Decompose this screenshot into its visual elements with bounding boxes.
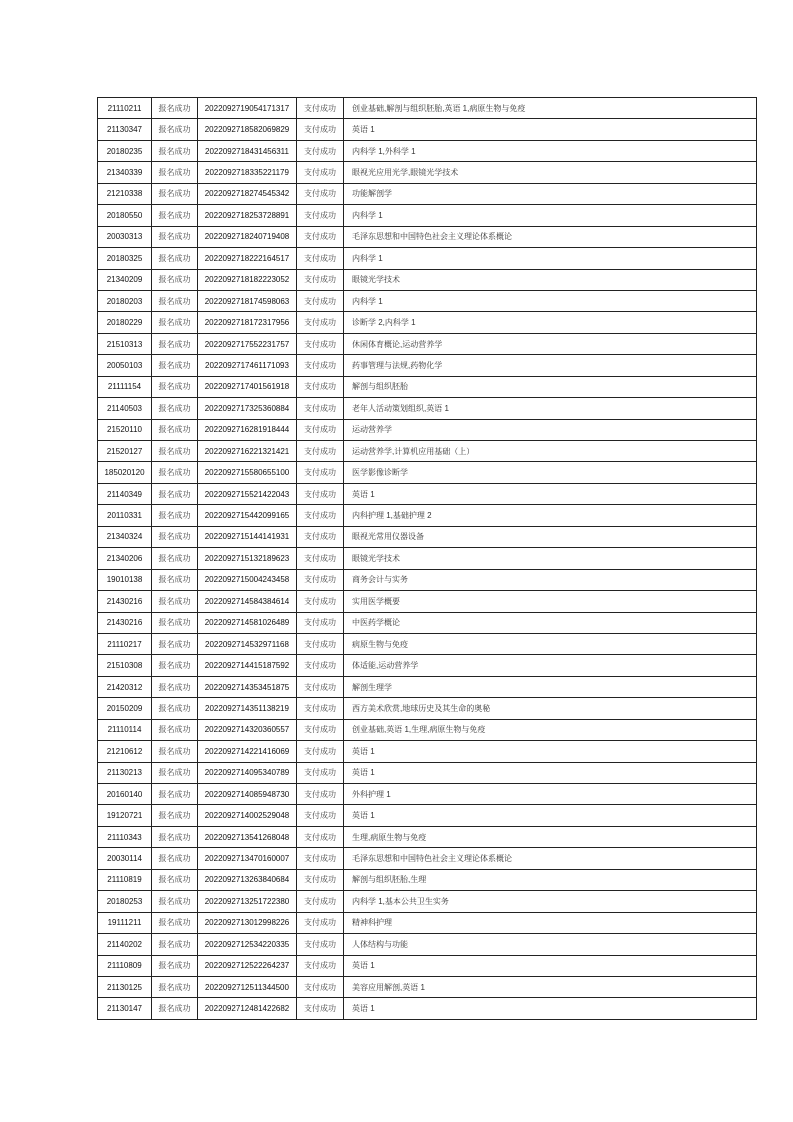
student-id-cell: 21110819 — [98, 869, 152, 890]
student-id-cell: 20180203 — [98, 290, 152, 311]
registration-status-cell: 报名成功 — [152, 741, 198, 762]
student-id-cell: 21130213 — [98, 762, 152, 783]
order-number-cell: 2022092718274545342 — [198, 183, 297, 204]
student-id-cell: 21110343 — [98, 826, 152, 847]
order-number-cell: 2022092714002529048 — [198, 805, 297, 826]
courses-cell: 病原生物与免疫 — [344, 633, 757, 654]
order-number-cell: 2022092714085948730 — [198, 784, 297, 805]
table-row — [98, 548, 757, 569]
payment-status-cell: 支付成功 — [297, 355, 344, 376]
payment-status-cell: 支付成功 — [297, 784, 344, 805]
table-row — [98, 355, 757, 376]
registration-status-cell: 报名成功 — [152, 419, 198, 440]
table-row — [98, 976, 757, 997]
table-row — [98, 505, 757, 526]
student-id-cell: 19120721 — [98, 805, 152, 826]
courses-cell: 内科学 1,外科学 1 — [344, 140, 757, 161]
table-row — [98, 162, 757, 183]
payment-status-cell: 支付成功 — [297, 848, 344, 869]
registration-status-cell: 报名成功 — [152, 183, 198, 204]
courses-cell: 眼视光应用光学,眼镜光学技术 — [344, 162, 757, 183]
table-row — [98, 269, 757, 290]
student-id-cell: 20160140 — [98, 784, 152, 805]
table-row — [98, 333, 757, 354]
table-row — [98, 376, 757, 397]
payment-status-cell: 支付成功 — [297, 591, 344, 612]
order-number-cell: 2022092713470160007 — [198, 848, 297, 869]
payment-status-cell: 支付成功 — [297, 826, 344, 847]
student-id-cell: 21520127 — [98, 441, 152, 462]
registration-status-cell: 报名成功 — [152, 548, 198, 569]
registration-status-cell: 报名成功 — [152, 398, 198, 419]
table-row — [98, 98, 757, 119]
payment-status-cell: 支付成功 — [297, 333, 344, 354]
payment-status-cell: 支付成功 — [297, 269, 344, 290]
student-id-cell: 20030313 — [98, 226, 152, 247]
payment-status-cell: 支付成功 — [297, 419, 344, 440]
registration-status-cell: 报名成功 — [152, 119, 198, 140]
registration-status-cell: 报名成功 — [152, 676, 198, 697]
order-number-cell: 2022092717461171093 — [198, 355, 297, 376]
courses-cell: 内科护理 1,基础护理 2 — [344, 505, 757, 526]
table-row — [98, 784, 757, 805]
payment-status-cell: 支付成功 — [297, 869, 344, 890]
payment-status-cell: 支付成功 — [297, 805, 344, 826]
registration-status-cell: 报名成功 — [152, 591, 198, 612]
table-row — [98, 569, 757, 590]
courses-cell: 英语 1 — [344, 762, 757, 783]
courses-cell: 毛泽东思想和中国特色社会主义理论体系概论 — [344, 226, 757, 247]
courses-cell: 西方美术欣赏,地球历史及其生命的奥秘 — [344, 698, 757, 719]
student-id-cell: 20110331 — [98, 505, 152, 526]
order-number-cell: 2022092712481422682 — [198, 998, 297, 1019]
registration-status-cell: 报名成功 — [152, 376, 198, 397]
payment-status-cell: 支付成功 — [297, 462, 344, 483]
registration-status-cell: 报名成功 — [152, 483, 198, 504]
payment-status-cell: 支付成功 — [297, 290, 344, 311]
registration-status-cell: 报名成功 — [152, 162, 198, 183]
registration-table — [97, 97, 757, 1020]
table-row — [98, 805, 757, 826]
order-number-cell: 2022092717552231757 — [198, 333, 297, 354]
student-id-cell: 21340209 — [98, 269, 152, 290]
registration-status-cell: 报名成功 — [152, 612, 198, 633]
table-row — [98, 633, 757, 654]
payment-status-cell: 支付成功 — [297, 505, 344, 526]
order-number-cell: 2022092714532971168 — [198, 633, 297, 654]
registration-status-cell: 报名成功 — [152, 333, 198, 354]
registration-status-cell: 报名成功 — [152, 955, 198, 976]
table-row — [98, 591, 757, 612]
student-id-cell: 21110809 — [98, 955, 152, 976]
courses-cell: 人体结构与功能 — [344, 934, 757, 955]
table-row — [98, 676, 757, 697]
student-id-cell: 21210612 — [98, 741, 152, 762]
registration-status-cell: 报名成功 — [152, 698, 198, 719]
table-row — [98, 290, 757, 311]
courses-cell: 精神科护理 — [344, 912, 757, 933]
order-number-cell: 2022092714221416069 — [198, 741, 297, 762]
registration-status-cell: 报名成功 — [152, 719, 198, 740]
student-id-cell: 21110211 — [98, 98, 152, 119]
table-row — [98, 183, 757, 204]
courses-cell: 功能解剖学 — [344, 183, 757, 204]
registration-status-cell: 报名成功 — [152, 569, 198, 590]
table-row — [98, 119, 757, 140]
courses-cell: 内科学 1 — [344, 290, 757, 311]
student-id-cell: 20180235 — [98, 140, 152, 161]
order-number-cell: 2022092718174598063 — [198, 290, 297, 311]
payment-status-cell: 支付成功 — [297, 140, 344, 161]
courses-cell: 英语 1 — [344, 483, 757, 504]
courses-cell: 内科学 1,基本公共卫生实务 — [344, 891, 757, 912]
payment-status-cell: 支付成功 — [297, 698, 344, 719]
table-row — [98, 698, 757, 719]
courses-cell: 中医药学概论 — [344, 612, 757, 633]
courses-cell: 英语 1 — [344, 119, 757, 140]
order-number-cell: 2022092718182223052 — [198, 269, 297, 290]
order-number-cell: 2022092719054171317 — [198, 98, 297, 119]
table-row — [98, 462, 757, 483]
courses-cell: 英语 1 — [344, 805, 757, 826]
payment-status-cell: 支付成功 — [297, 162, 344, 183]
order-number-cell: 2022092718582069829 — [198, 119, 297, 140]
registration-status-cell: 报名成功 — [152, 355, 198, 376]
order-number-cell: 2022092714351138219 — [198, 698, 297, 719]
student-id-cell: 21520110 — [98, 419, 152, 440]
courses-cell: 运动营养学,计算机应用基础（上） — [344, 441, 757, 462]
table-row — [98, 719, 757, 740]
order-number-cell: 2022092715144141931 — [198, 526, 297, 547]
table-row — [98, 226, 757, 247]
courses-cell: 实用医学概要 — [344, 591, 757, 612]
registration-status-cell: 报名成功 — [152, 655, 198, 676]
student-id-cell: 21510308 — [98, 655, 152, 676]
registration-status-cell: 报名成功 — [152, 891, 198, 912]
student-id-cell: 185020120 — [98, 462, 152, 483]
payment-status-cell: 支付成功 — [297, 483, 344, 504]
table-row — [98, 248, 757, 269]
student-id-cell: 21110114 — [98, 719, 152, 740]
table-row — [98, 441, 757, 462]
registration-status-cell: 报名成功 — [152, 869, 198, 890]
courses-cell: 英语 1 — [344, 741, 757, 762]
order-number-cell: 2022092716221321421 — [198, 441, 297, 462]
order-number-cell: 2022092718431456311 — [198, 140, 297, 161]
registration-status-cell: 报名成功 — [152, 934, 198, 955]
registration-status-cell: 报名成功 — [152, 269, 198, 290]
student-id-cell: 21340339 — [98, 162, 152, 183]
courses-cell: 创业基础,英语 1,生理,病原生物与免疫 — [344, 719, 757, 740]
payment-status-cell: 支付成功 — [297, 441, 344, 462]
student-id-cell: 21430216 — [98, 591, 152, 612]
table-row — [98, 912, 757, 933]
order-number-cell: 2022092718335221179 — [198, 162, 297, 183]
order-number-cell: 2022092716281918444 — [198, 419, 297, 440]
student-id-cell: 20050103 — [98, 355, 152, 376]
order-number-cell: 2022092713012998226 — [198, 912, 297, 933]
table-row — [98, 869, 757, 890]
order-number-cell: 2022092717325360884 — [198, 398, 297, 419]
student-id-cell: 20150209 — [98, 698, 152, 719]
courses-cell: 医学影像诊断学 — [344, 462, 757, 483]
courses-cell: 眼镜光学技术 — [344, 269, 757, 290]
table-row — [98, 655, 757, 676]
courses-cell: 内科学 1 — [344, 205, 757, 226]
order-number-cell: 2022092714095340789 — [198, 762, 297, 783]
order-number-cell: 2022092714415187592 — [198, 655, 297, 676]
student-id-cell: 21510313 — [98, 333, 152, 354]
registration-status-cell: 报名成功 — [152, 848, 198, 869]
courses-cell: 英语 1 — [344, 955, 757, 976]
payment-status-cell: 支付成功 — [297, 569, 344, 590]
registration-status-cell: 报名成功 — [152, 526, 198, 547]
order-number-cell: 2022092718172317956 — [198, 312, 297, 333]
payment-status-cell: 支付成功 — [297, 205, 344, 226]
table-row — [98, 205, 757, 226]
registration-status-cell: 报名成功 — [152, 290, 198, 311]
courses-cell: 运动营养学 — [344, 419, 757, 440]
registration-status-cell: 报名成功 — [152, 762, 198, 783]
order-number-cell: 2022092715442099165 — [198, 505, 297, 526]
table-row — [98, 612, 757, 633]
table-row — [98, 526, 757, 547]
table-row — [98, 741, 757, 762]
table-row — [98, 998, 757, 1019]
order-number-cell: 2022092718222164517 — [198, 248, 297, 269]
order-number-cell: 2022092713263840684 — [198, 869, 297, 890]
student-id-cell: 21340324 — [98, 526, 152, 547]
table-row — [98, 419, 757, 440]
registration-status-cell: 报名成功 — [152, 805, 198, 826]
courses-cell: 药事管理与法规,药物化学 — [344, 355, 757, 376]
payment-status-cell: 支付成功 — [297, 998, 344, 1019]
payment-status-cell: 支付成功 — [297, 183, 344, 204]
table-row — [98, 312, 757, 333]
student-id-cell: 21130125 — [98, 976, 152, 997]
payment-status-cell: 支付成功 — [297, 912, 344, 933]
student-id-cell: 21340206 — [98, 548, 152, 569]
order-number-cell: 2022092713541268048 — [198, 826, 297, 847]
student-id-cell: 21140349 — [98, 483, 152, 504]
payment-status-cell: 支付成功 — [297, 676, 344, 697]
student-id-cell: 21130147 — [98, 998, 152, 1019]
order-number-cell: 2022092712522264237 — [198, 955, 297, 976]
student-id-cell: 21140503 — [98, 398, 152, 419]
payment-status-cell: 支付成功 — [297, 976, 344, 997]
table-row — [98, 140, 757, 161]
courses-cell: 体适能,运动营养学 — [344, 655, 757, 676]
student-id-cell: 19010138 — [98, 569, 152, 590]
courses-cell: 生理,病原生物与免疫 — [344, 826, 757, 847]
order-number-cell: 2022092714584384614 — [198, 591, 297, 612]
table-row — [98, 955, 757, 976]
order-number-cell: 2022092718253728891 — [198, 205, 297, 226]
registration-status-cell: 报名成功 — [152, 226, 198, 247]
courses-cell: 美容应用解剖,英语 1 — [344, 976, 757, 997]
student-id-cell: 21111154 — [98, 376, 152, 397]
courses-cell: 解剖生理学 — [344, 676, 757, 697]
student-id-cell: 20030114 — [98, 848, 152, 869]
order-number-cell: 2022092715521422043 — [198, 483, 297, 504]
table-body — [98, 98, 757, 1020]
registration-status-cell: 报名成功 — [152, 205, 198, 226]
payment-status-cell: 支付成功 — [297, 741, 344, 762]
payment-status-cell: 支付成功 — [297, 248, 344, 269]
courses-cell: 商务会计与实务 — [344, 569, 757, 590]
order-number-cell: 2022092715004243458 — [198, 569, 297, 590]
courses-cell: 外科护理 1 — [344, 784, 757, 805]
student-id-cell: 20180550 — [98, 205, 152, 226]
registration-status-cell: 报名成功 — [152, 312, 198, 333]
order-number-cell: 2022092713251722380 — [198, 891, 297, 912]
registration-status-cell: 报名成功 — [152, 912, 198, 933]
courses-cell: 诊断学 2,内科学 1 — [344, 312, 757, 333]
payment-status-cell: 支付成功 — [297, 934, 344, 955]
payment-status-cell: 支付成功 — [297, 226, 344, 247]
registration-status-cell: 报名成功 — [152, 140, 198, 161]
payment-status-cell: 支付成功 — [297, 633, 344, 654]
student-id-cell: 21420312 — [98, 676, 152, 697]
student-id-cell: 21140202 — [98, 934, 152, 955]
table-row — [98, 762, 757, 783]
order-number-cell: 2022092712534220335 — [198, 934, 297, 955]
courses-cell: 解剖与组织胚胎 — [344, 376, 757, 397]
courses-cell: 创业基础,解剖与组织胚胎,英语 1,病原生物与免疫 — [344, 98, 757, 119]
registration-status-cell: 报名成功 — [152, 98, 198, 119]
order-number-cell: 2022092714581026489 — [198, 612, 297, 633]
registration-status-cell: 报名成功 — [152, 633, 198, 654]
courses-cell: 眼视光常用仪器设备 — [344, 526, 757, 547]
student-id-cell: 20180253 — [98, 891, 152, 912]
payment-status-cell: 支付成功 — [297, 719, 344, 740]
table-row — [98, 398, 757, 419]
student-id-cell: 21130347 — [98, 119, 152, 140]
table-row — [98, 891, 757, 912]
registration-status-cell: 报名成功 — [152, 998, 198, 1019]
payment-status-cell: 支付成功 — [297, 548, 344, 569]
order-number-cell: 2022092717401561918 — [198, 376, 297, 397]
registration-status-cell: 报名成功 — [152, 784, 198, 805]
courses-cell: 休闲体育概论,运动营养学 — [344, 333, 757, 354]
payment-status-cell: 支付成功 — [297, 955, 344, 976]
payment-status-cell: 支付成功 — [297, 376, 344, 397]
payment-status-cell: 支付成功 — [297, 398, 344, 419]
courses-cell: 老年人活动策划组织,英语 1 — [344, 398, 757, 419]
payment-status-cell: 支付成功 — [297, 312, 344, 333]
student-id-cell: 21110217 — [98, 633, 152, 654]
table-row — [98, 483, 757, 504]
student-id-cell: 19111211 — [98, 912, 152, 933]
order-number-cell: 2022092718240719408 — [198, 226, 297, 247]
registration-status-cell: 报名成功 — [152, 441, 198, 462]
payment-status-cell: 支付成功 — [297, 762, 344, 783]
payment-status-cell: 支付成功 — [297, 119, 344, 140]
order-number-cell: 2022092715580655100 — [198, 462, 297, 483]
order-number-cell: 2022092715132189623 — [198, 548, 297, 569]
courses-cell: 眼镜光学技术 — [344, 548, 757, 569]
payment-status-cell: 支付成功 — [297, 655, 344, 676]
table-row — [98, 848, 757, 869]
order-number-cell: 2022092714353451875 — [198, 676, 297, 697]
order-number-cell: 2022092712511344500 — [198, 976, 297, 997]
courses-cell: 内科学 1 — [344, 248, 757, 269]
order-number-cell: 2022092714320360557 — [198, 719, 297, 740]
payment-status-cell: 支付成功 — [297, 612, 344, 633]
payment-status-cell: 支付成功 — [297, 891, 344, 912]
student-id-cell: 20180229 — [98, 312, 152, 333]
registration-status-cell: 报名成功 — [152, 826, 198, 847]
student-id-cell: 21430216 — [98, 612, 152, 633]
table-row — [98, 934, 757, 955]
registration-status-cell: 报名成功 — [152, 505, 198, 526]
payment-status-cell: 支付成功 — [297, 98, 344, 119]
registration-status-cell: 报名成功 — [152, 248, 198, 269]
student-id-cell: 21210338 — [98, 183, 152, 204]
registration-status-cell: 报名成功 — [152, 976, 198, 997]
payment-status-cell: 支付成功 — [297, 526, 344, 547]
courses-cell: 英语 1 — [344, 998, 757, 1019]
courses-cell: 毛泽东思想和中国特色社会主义理论体系概论 — [344, 848, 757, 869]
registration-status-cell: 报名成功 — [152, 462, 198, 483]
courses-cell: 解剖与组织胚胎,生理 — [344, 869, 757, 890]
student-id-cell: 20180325 — [98, 248, 152, 269]
table-row — [98, 826, 757, 847]
